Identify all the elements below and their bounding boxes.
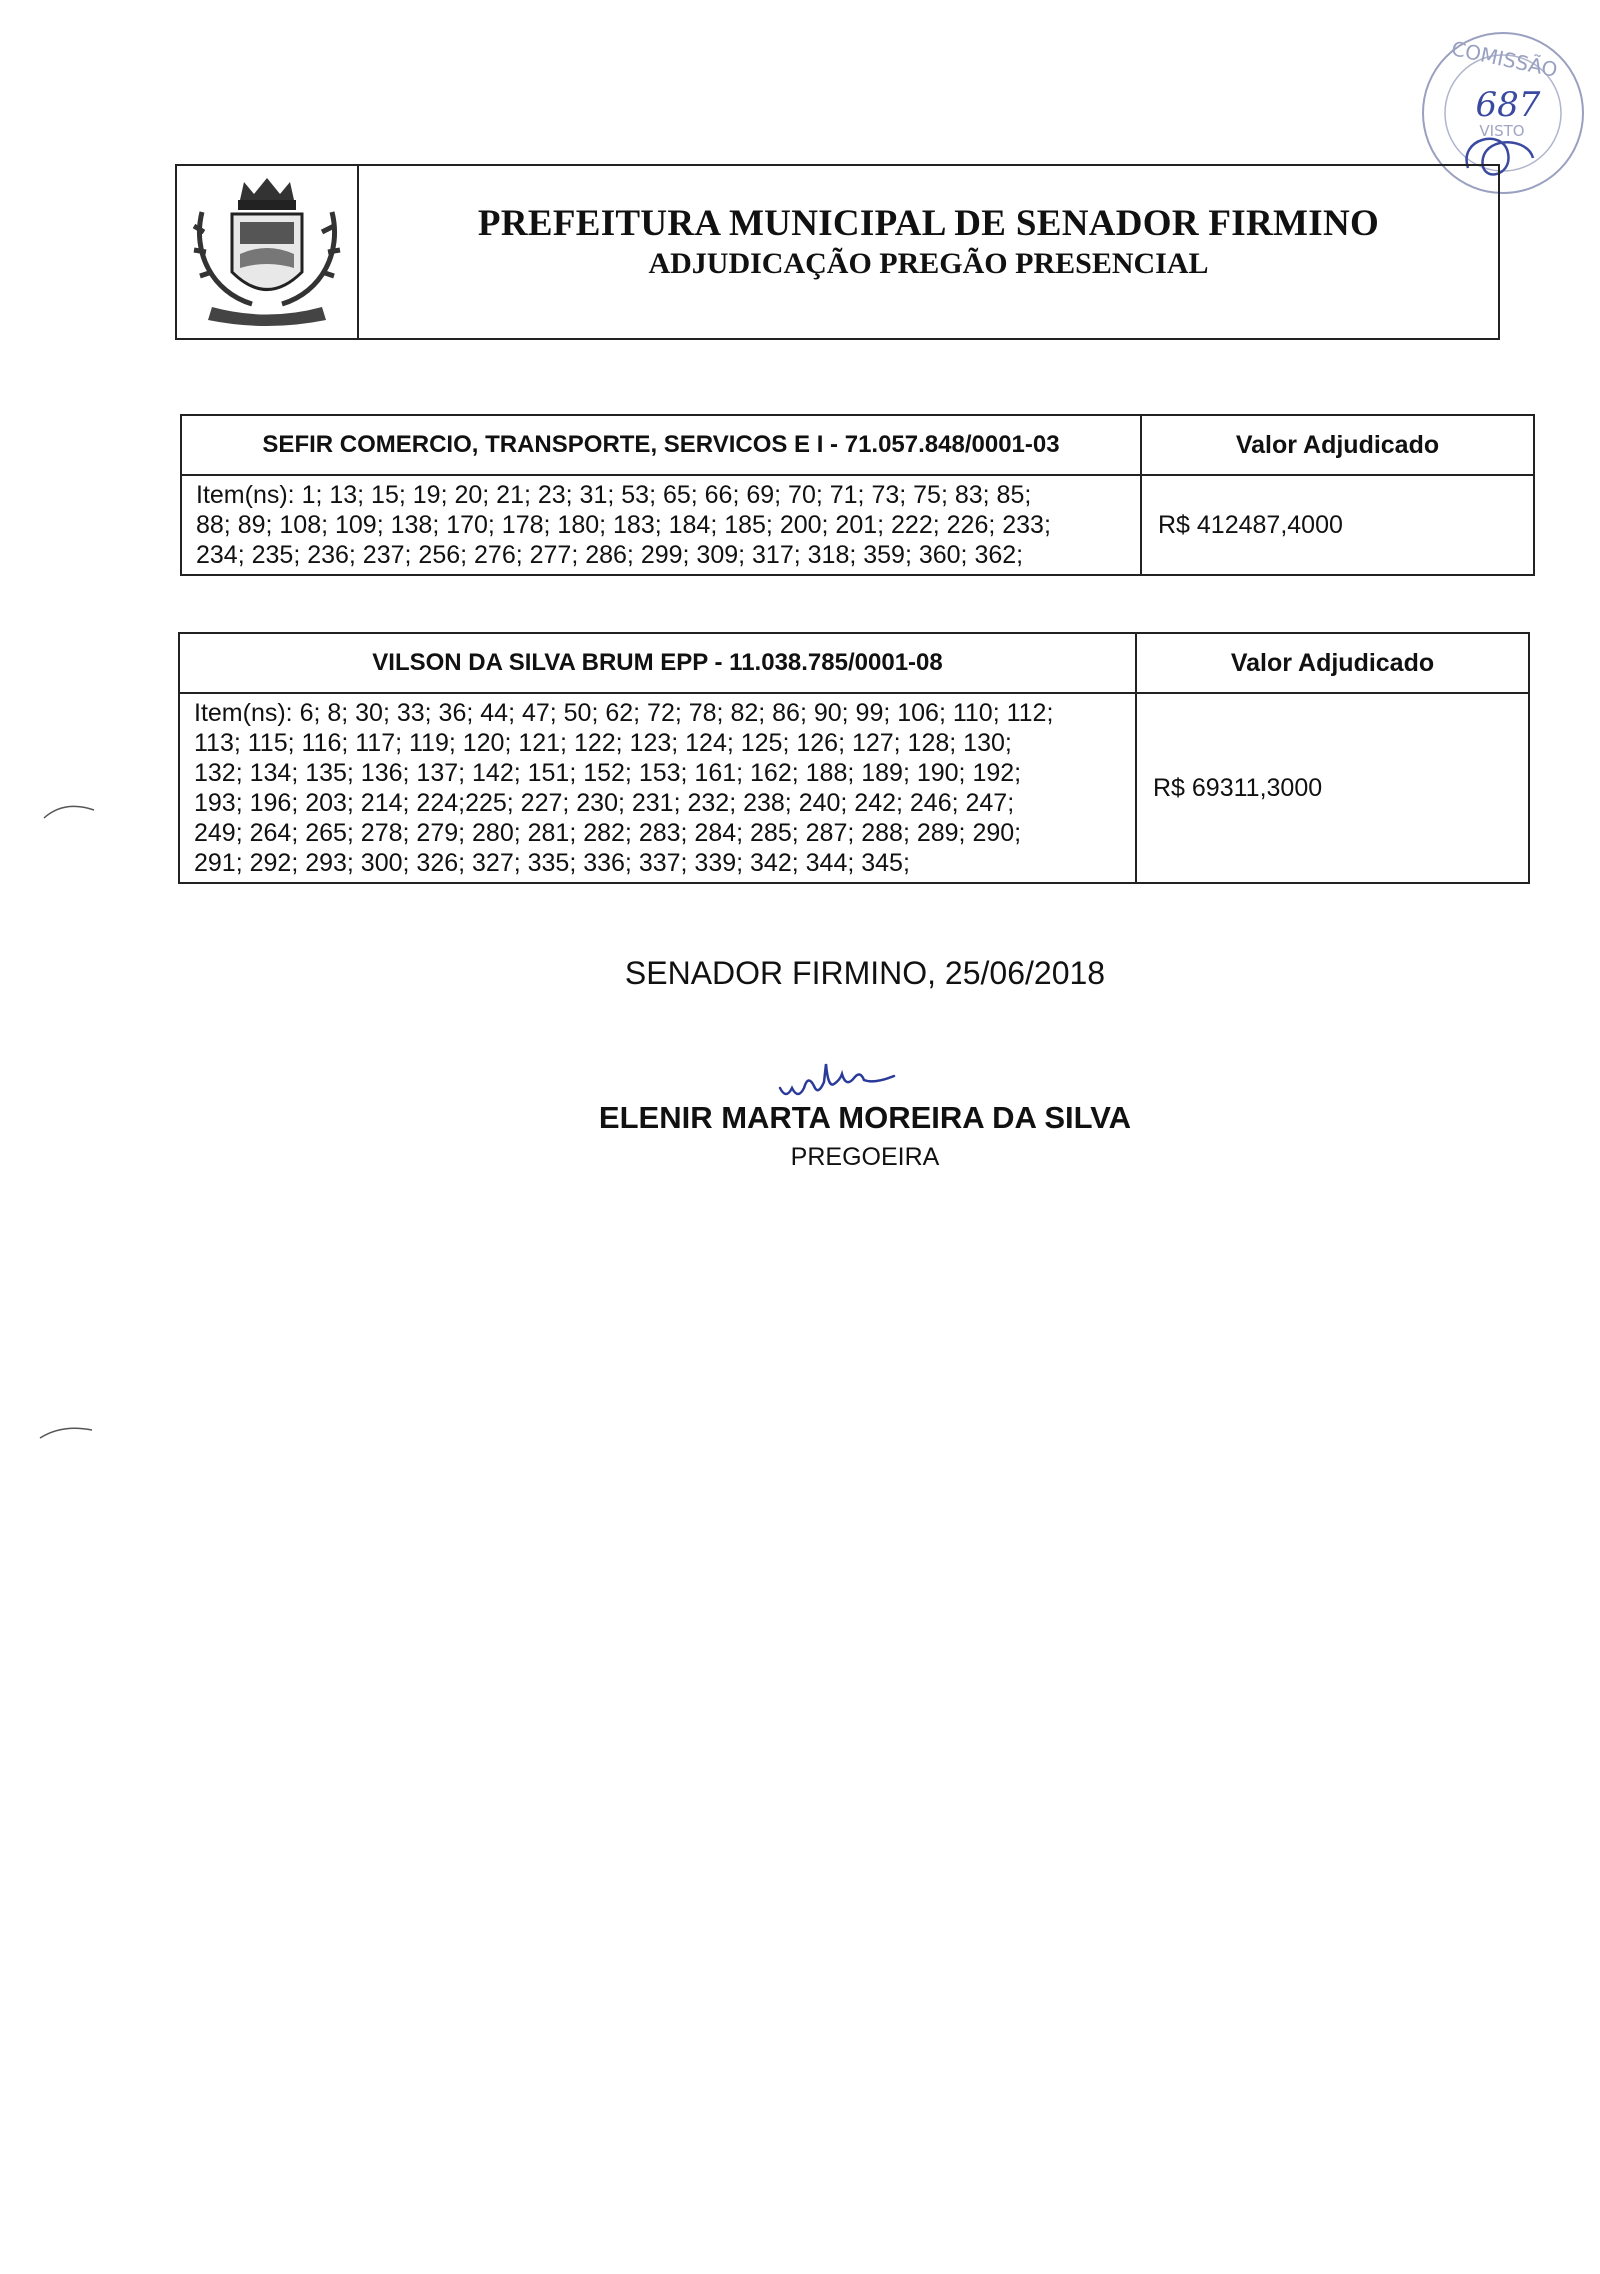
stamp-text-mid: VISTO [1479, 122, 1525, 140]
award-table-1 [180, 414, 1535, 576]
coat-of-arms-icon [182, 172, 352, 332]
items-line: 249; 264; 265; 278; 279; 280; 281; 282; 283; 284; 285; 287; 288; 289; 290; [194, 819, 1022, 847]
scan-mark [40, 798, 100, 827]
signer-name: ELENIR MARTA MOREIRA DA SILVA [598, 1100, 1132, 1135]
vendor-name: SEFIR COMERCIO, TRANSPORTE, SERVICOS E I - 71.057.848/0001-03 [181, 415, 1141, 475]
items-list [179, 693, 1136, 883]
stamp-text-top: COMISSÃO [1449, 36, 1560, 83]
award-table-2 [178, 632, 1530, 884]
place-and-date: SENADOR FIRMINO, 25/06/2018 [624, 955, 1106, 991]
valor-amount: R$ 412487,4000 [1141, 475, 1534, 575]
valor-amount: R$ 69311,3000 [1136, 693, 1529, 883]
municipal-crest [177, 166, 359, 338]
items-line: Item(ns): 6; 8; 30; 33; 36; 44; 47; 50; 62; 72; 78; 82; 86; 90; 99; 106; 110; 112; [194, 699, 1054, 727]
document-header [175, 164, 1500, 340]
valor-header: Valor Adjudicado [1136, 633, 1529, 693]
items-line: 234; 235; 236; 237; 256; 276; 277; 286; 299; 309; 317; 318; 359; 360; 362; [196, 541, 1024, 569]
valor-header: Valor Adjudicado [1141, 415, 1534, 475]
items-line: 291; 292; 293; 300; 326; 327; 335; 336; 337; 339; 342; 344; 345; [194, 849, 910, 877]
stamp-number: 687 [1475, 85, 1541, 125]
items-line: 113; 115; 116; 117; 119; 120; 121; 122; 123; 124; 125; 126; 127; 128; 130; [194, 729, 1012, 757]
items-line: 193; 196; 203; 214; 224;225; 227; 230; 231; 232; 238; 240; 242; 246; 247; [194, 789, 1015, 817]
vendor-name: VILSON DA SILVA BRUM EPP - 11.038.785/0001-08 [179, 633, 1136, 693]
items-list [181, 475, 1141, 575]
scan-mark [36, 1420, 96, 1449]
municipality-title: PREFEITURA MUNICIPAL DE SENADOR FIRMINO [477, 203, 1380, 244]
items-line: Item(ns): 1; 13; 15; 19; 20; 21; 23; 31; 53; 65; 66; 69; 70; 71; 73; 75; 83; 85; [196, 481, 1032, 509]
items-line: 88; 89; 108; 109; 138; 170; 178; 180; 183; 184; 185; 200; 201; 222; 226; 233; [196, 511, 1051, 539]
items-line: 132; 134; 135; 136; 137; 142; 151; 152; 153; 161; 162; 188; 189; 190; 192; [194, 759, 1022, 787]
document-subtitle: ADJUDICAÇÃO PREGÃO PRESENCIAL [648, 247, 1209, 280]
signer-role: PREGOEIRA [790, 1143, 940, 1171]
